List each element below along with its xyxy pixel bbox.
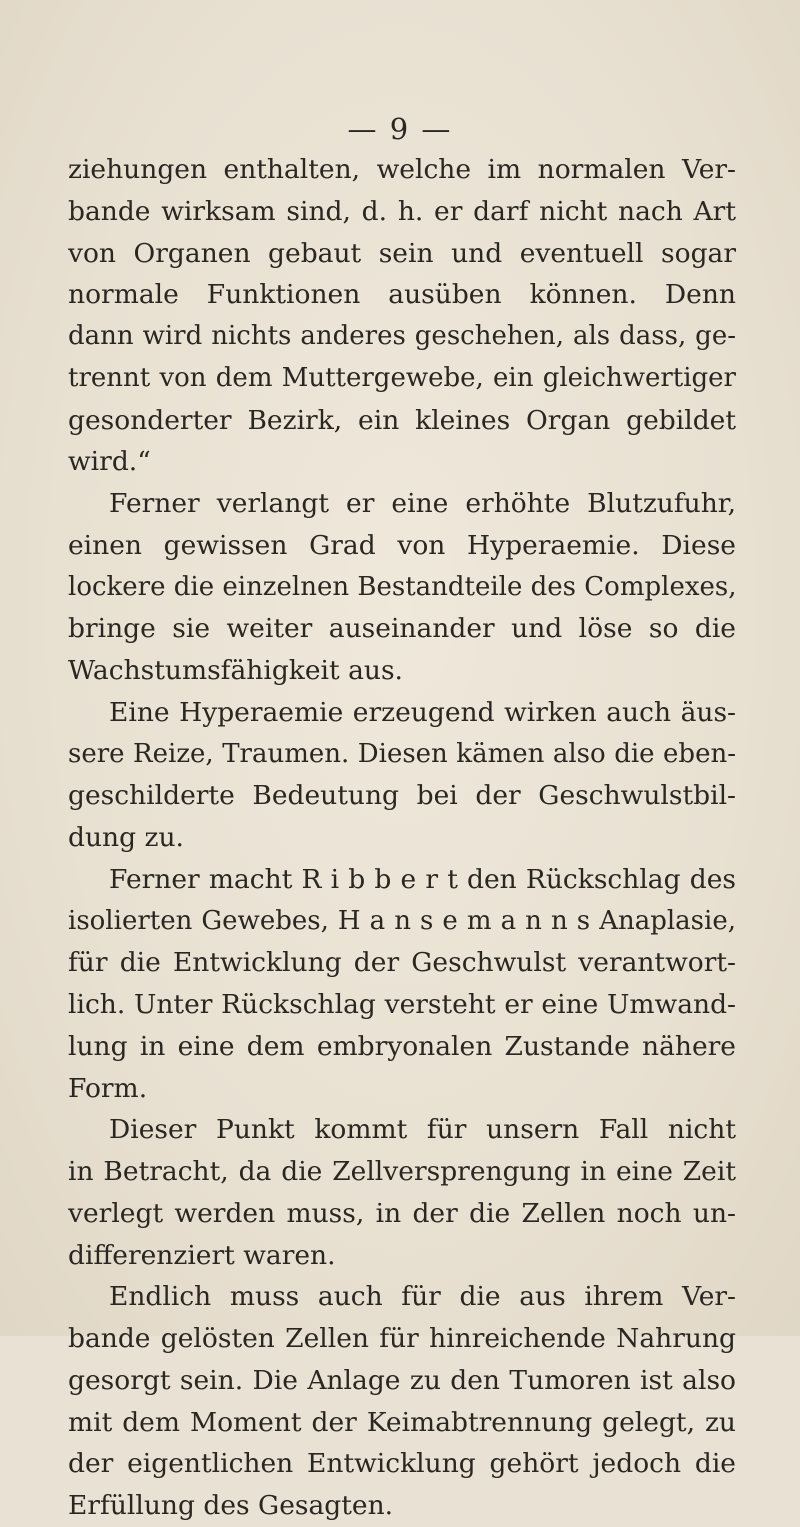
text-line: lockere die einzelnen Bestandteile des Complexes, xyxy=(68,571,736,602)
text-line: verlegt werden muss, in der die Zellen noch un- xyxy=(68,1197,736,1229)
text-line: lung in eine dem embryonalen Zustande nähere xyxy=(68,1030,736,1062)
text-line: Eine Hyperaemie erzeugend wirken auch äus- xyxy=(109,696,736,728)
text-line: isolierten Gewebes, H a n s e m a n n s Anaplasie, xyxy=(68,905,736,936)
text-line: Form. xyxy=(68,1072,148,1104)
text-line: normale Funktionen ausüben können. Denn xyxy=(68,279,736,311)
text-line: der eigentlichen Entwicklung gehört jedoch die xyxy=(68,1448,736,1480)
text-line: lich. Unter Rückschlag versteht er eine Umwand- xyxy=(68,989,736,1020)
text-line: Ferner verlangt er eine erhöhte Blutzufuhr, xyxy=(109,488,736,519)
text-line: einen gewissen Grad von Hyperaemie. Diese xyxy=(68,529,736,561)
text-line: Ferner macht R i b b e r t den Rückschlag des xyxy=(109,863,736,895)
body-text xyxy=(68,149,736,1527)
text-line: dann wird nichts anderes geschehen, als dass, ge- xyxy=(68,321,736,351)
text-line: sere Reize, Traumen. Diesen kämen also die eben- xyxy=(68,738,736,769)
text-line: trennt von dem Muttergewebe, ein gleichwertiger xyxy=(68,362,736,393)
text-line: bande wirksam sind, d. h. er darf nicht nach Art xyxy=(68,195,736,227)
text-line: Endlich muss auch für die aus ihrem Ver- xyxy=(109,1281,736,1313)
text-line: wird.“ xyxy=(68,446,151,478)
text-line: Wachstumsfähigkeit aus. xyxy=(68,655,403,686)
text-line: dung zu. xyxy=(68,822,184,853)
text-line: in Betracht, da die Zellversprengung in eine Zeit xyxy=(68,1156,736,1187)
text-line: bringe sie weiter auseinander und löse so die xyxy=(68,613,736,645)
text-line: gesorgt sein. Die Anlage zu den Tumoren ist also xyxy=(68,1364,736,1396)
text-line: geschilderte Bedeutung bei der Geschwulstbil- xyxy=(68,780,736,812)
text-line: bande gelösten Zellen für hinreichende Nahrung xyxy=(68,1323,736,1354)
text-line: von Organen gebaut sein und eventuell sogar xyxy=(68,237,736,269)
text-line: differenziert waren. xyxy=(68,1239,336,1271)
text-line: gesonderter Bezirk, ein kleines Organ gebildet xyxy=(68,404,736,436)
text-line: ziehungen enthalten, welche im normalen Ver- xyxy=(68,154,736,185)
text-line: mit dem Moment der Keimabtrennung gelegt, zu xyxy=(68,1406,736,1438)
page-number: — 9 — xyxy=(347,112,453,146)
text-line: Dieser Punkt kommt für unsern Fall nicht xyxy=(109,1114,736,1146)
text-line: für die Entwicklung der Geschwulst verantwort- xyxy=(68,947,736,979)
text-line: Erfüllung des Gesagten. xyxy=(68,1490,394,1521)
